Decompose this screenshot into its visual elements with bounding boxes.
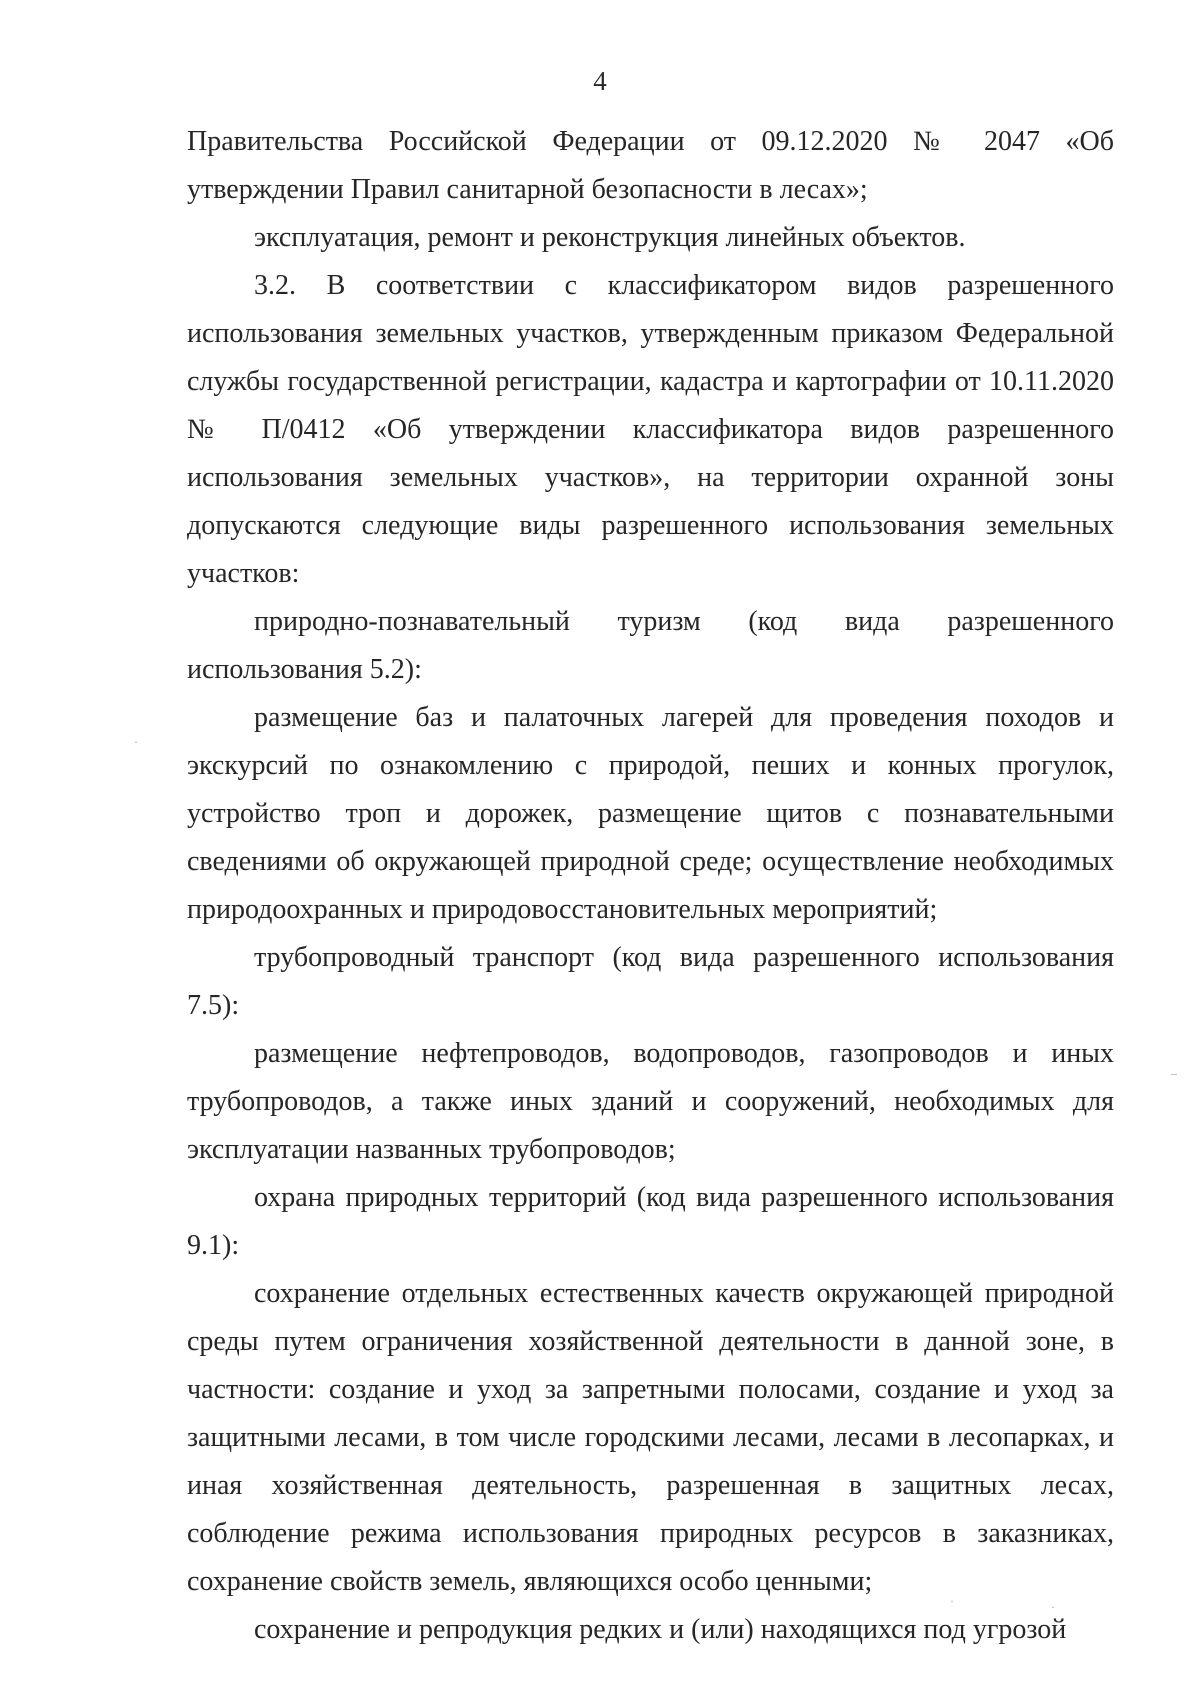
document-body bbox=[187, 118, 1114, 1654]
paragraph-pipeline-description: размещение нефтепроводов, водопроводов, газопроводов и иных трубопроводов, а также иных зданий и сооружений, необходимых для эксплуатации названных трубопроводов; bbox=[187, 1038, 1114, 1165]
paragraph-tourism-description: размещение баз и палаточных лагерей для проведения походов и экскурсий по ознакомлению с природой, пеших и конных прогулок, устройство троп и дорожек, размещение щитов с познавательными сведениями об окружающей природной среде; осуществление необходимых природоохранных и природовосстановительных мероприятий; bbox=[187, 702, 1114, 925]
scan-speck: · bbox=[134, 735, 138, 749]
scan-speck: – bbox=[1171, 1066, 1177, 1080]
paragraph-nature-protection-description: сохранение отдельных естественных качеств окружающей природной среды путем ограничения хозяйственной деятельности в данной зоне, в частности: создание и уход за запретными полосами, создание и уход за защитными лесами, в том числе городскими лесами, лесами в лесопарках, и иная хозяйственная деятельность, разрешенная в защитных лесах, соблюдение режима использования природных ресурсов в заказниках, сохранение свойств земель, являющихся особо ценными; bbox=[187, 1278, 1114, 1597]
paragraph-rare-species: сохранение и репродукция редких и (или) находящихся под угрозой bbox=[254, 1614, 1067, 1645]
paragraph-linear-objects: эксплуатация, ремонт и реконструкция линейных объектов. bbox=[254, 222, 966, 253]
scan-speck: · bbox=[1051, 1600, 1055, 1614]
paragraph-nature-protection-heading: охрана природных территорий (код вида разрешенного использования 9.1): bbox=[187, 1182, 1114, 1261]
paragraph-tourism-heading: природно-познавательный туризм (код вида разрешенного использования 5.2): bbox=[187, 606, 1114, 685]
paragraph-pipeline-heading: трубопроводный транспорт (код вида разрешенного использования 7.5): bbox=[187, 942, 1114, 1021]
paragraph-continuation: Правительства Российской Федерации от 09.12.2020 № 2047 «Об утверждении Правил санитарной безопасности в лесах»; bbox=[187, 126, 1114, 205]
page-number: 4 bbox=[593, 66, 607, 96]
paragraph-section-3-2: 3.2. В соответствии с классификатором видов разрешенного использования земельных участков, утвержденным приказом Федеральной службы государственной регистрации, кадастра и картографии от 10.11.2020 № П/0412 «Об утверждении классификатора видов разрешенного использования земельных участков», на территории охранной зоны допускаются следующие виды разрешенного использования земельных участков: bbox=[187, 270, 1114, 589]
scan-speck: · bbox=[950, 1594, 954, 1608]
